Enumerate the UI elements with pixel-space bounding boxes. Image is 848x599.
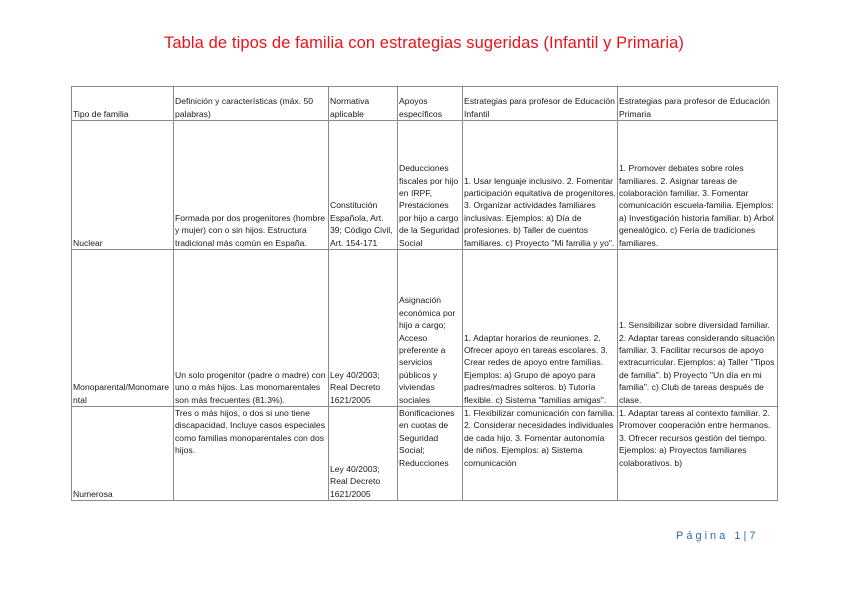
table-cell: 1. Adaptar tareas al contexto familiar. 2. Promover cooperación entre hermanos. 3. Ofrecer recursos gestión del tiempo. Ejemplos: a) Proyectos familiares colaborativos. b) [618,407,778,501]
family-types-table [71,86,778,501]
page-title: Tabla de tipos de familia con estrategias sugeridas (Infantil y Primaria) [164,34,684,52]
page-total: 7 [749,530,757,542]
header-cell: Definición y características (máx. 50 palabras) [174,87,329,121]
table-cell: Constitución Española, Art. 39; Código Civil, Art. 154-171 [329,121,398,250]
table-cell: 1. Flexibilizar comunicación con familia. 2. Considerar necesidades individuales de cada hijo. 3. Fomentar autonomía de niños. Ejemplos: a) Sistema comunicación [463,407,618,501]
table-cell: 1. Adaptar horarios de reuniones. 2. Ofrecer apoyo en tareas escolares. 3. Crear redes de apoyo entre familias. Ejemplos: a) Grupo de apoyo para padres/madres solteros. b) Tutoría flexible. c) Sistema "familias amigas". [463,250,618,407]
header-cell: Tipo de familia [72,87,174,121]
table-cell: 1. Promover debates sobre roles familiares. 2. Asignar tareas de colaboración familiar. 3. Fomentar comunicación escuela-familia. Ejemplos: a) Investigación historia familiar. b) Árbol genealógico. c) Feria de tradiciones familiares. [618,121,778,250]
table-cell: Nuclear [72,121,174,250]
table-cell: Bonificaciones en cuotas de Seguridad Social; Reducciones [398,407,463,501]
table-cell: Numerosa [72,407,174,501]
table-header-row [72,87,778,121]
table-row [72,407,778,501]
table-cell: 1. Usar lenguaje inclusivo. 2. Fomentar participación equitativa de progenitores. 3. Organizar actividades familiares inclusivas. Ejemplos: a) Día de profesiones. b) Taller de cuentos familiares. c) Proyecto "Mi familia y yo". [463,121,618,250]
header-cell: Estrategias para profesor de Educación Primaria [618,87,778,121]
table-cell: Asignación económica por hijo a cargo; Acceso preferente a servicios públicos y viviendas sociales [398,250,463,407]
page-separator: | [743,530,748,542]
table-cell: 1. Sensibilizar sobre diversidad familiar. 2. Adaptar tareas considerando situación familiar. 3. Facilitar recursos de apoyo extracurricular. Ejemplos: a) Taller "Tipos de familia". b) Proyecto "Un día en mi familia". c) Club de tareas después de clase. [618,250,778,407]
table-cell: Formada por dos progenitores (hombre y mujer) con o sin hijos. Estructura tradicional más común en España. [174,121,329,250]
table-cell: Tres o más hijos, o dos si uno tiene discapacidad. Incluye casos especiales como familias monoparentales con dos hijos. [174,407,329,501]
table-cell: Un solo progenitor (padre o madre) con uno o más hijos. Las monomarentales son más frecuentes (81.3%). [174,250,329,407]
table-cell: Ley 40/2003; Real Decreto 1621/2005 [329,250,398,407]
table-cell: Monoparental/Monomarental [72,250,174,407]
page-label: Página [676,530,729,542]
table-row [72,121,778,250]
header-cell: Apoyos específicos [398,87,463,121]
table-cell: Ley 40/2003; Real Decreto 1621/2005 [329,407,398,501]
page-number: 1 [734,530,742,542]
header-cell: Normativa aplicable [329,87,398,121]
header-cell: Estrategias para profesor de Educación Infantil [463,87,618,121]
table-cell: Deducciones fiscales por hijo en IRPF, Prestaciones por hijo a cargo de la Seguridad Social [398,121,463,250]
table-row [72,250,778,407]
page-number-footer [676,530,756,542]
